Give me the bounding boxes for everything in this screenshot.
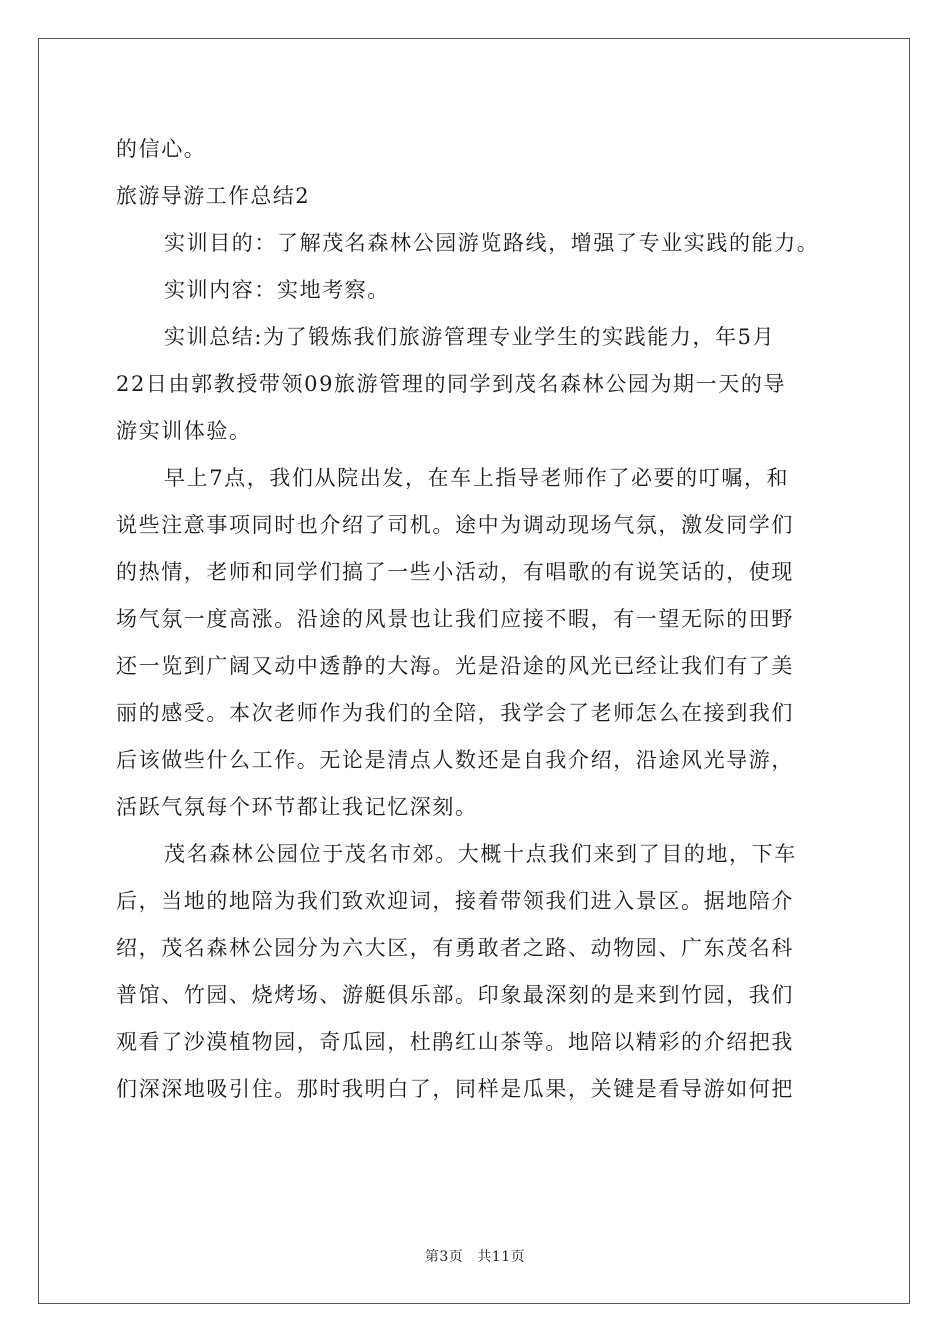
paragraph-line: 们深深地吸引住。那时我明白了，同样是瓜果，关键是看导游如何把 — [116, 1077, 794, 1101]
paragraph-line: 后该做些什么工作。无论是清点人数还是自我介绍，沿途风光导游， — [116, 748, 794, 772]
document-body — [116, 126, 834, 1113]
paragraph-line: 活跃气氛每个环节都让我记忆深刻。 — [116, 795, 478, 819]
page-total: 共11页 — [477, 1249, 526, 1265]
paragraph-line: 说些注意事项同时也介绍了司机。途中为调动现场气氛，激发同学们 — [116, 513, 794, 537]
paragraph-line: 普馆、竹园、烧烤场、游艇俱乐部。印象最深刻的是来到竹园，我们 — [116, 983, 794, 1007]
paragraph-line: 丽的感受。本次老师作为我们的全陪，我学会了老师怎么在接到我们 — [116, 701, 794, 725]
page-footer — [0, 1246, 950, 1266]
page-number: 第3页 — [424, 1249, 464, 1265]
paragraph-line: 绍，茂名森林公园分为六大区，有勇敢者之路、动物园、广东茂名科 — [116, 936, 794, 960]
section-heading: 旅游导游工作总结2 — [116, 184, 310, 208]
paragraph-line: 的热情，老师和同学们搞了一些小活动，有唱歌的有说笑话的，使现 — [116, 560, 794, 584]
paragraph-line: 后，当地的地陪为我们致欢迎词，接着带领我们进入景区。据地陪介 — [116, 889, 794, 913]
paragraph-line: 22日由郭教授带领09旅游管理的同学到茂名森林公园为期一天的导 — [116, 372, 787, 396]
paragraph-line: 的信心。 — [116, 137, 207, 161]
paragraph-line: 茂名森林公园位于茂名市郊。大概十点我们来到了目的地，下车 — [164, 842, 797, 866]
paragraph-line: 观看了沙漠植物园，奇瓜园，杜鹃红山茶等。地陪以精彩的介绍把我 — [116, 1030, 794, 1054]
paragraph-line: 场气氛一度高涨。沿途的风景也让我们应接不暇，有一望无际的田野 — [116, 607, 794, 631]
paragraph-line: 实训总结:为了锻炼我们旅游管理专业学生的实践能力，年5月 — [164, 325, 776, 349]
paragraph-line: 早上7点，我们从院出发，在车上指导老师作了必要的叮嘱，和 — [164, 466, 790, 490]
paragraph-line: 实训目的：了解茂名森林公园游览路线，增强了专业实践的能力。 — [164, 231, 820, 255]
paragraph-line: 游实训体验。 — [116, 419, 252, 443]
paragraph-line: 还一览到广阔又动中透静的大海。光是沿途的风光已经让我们有了美 — [116, 654, 794, 678]
paragraph-line: 实训内容：实地考察。 — [164, 278, 390, 302]
